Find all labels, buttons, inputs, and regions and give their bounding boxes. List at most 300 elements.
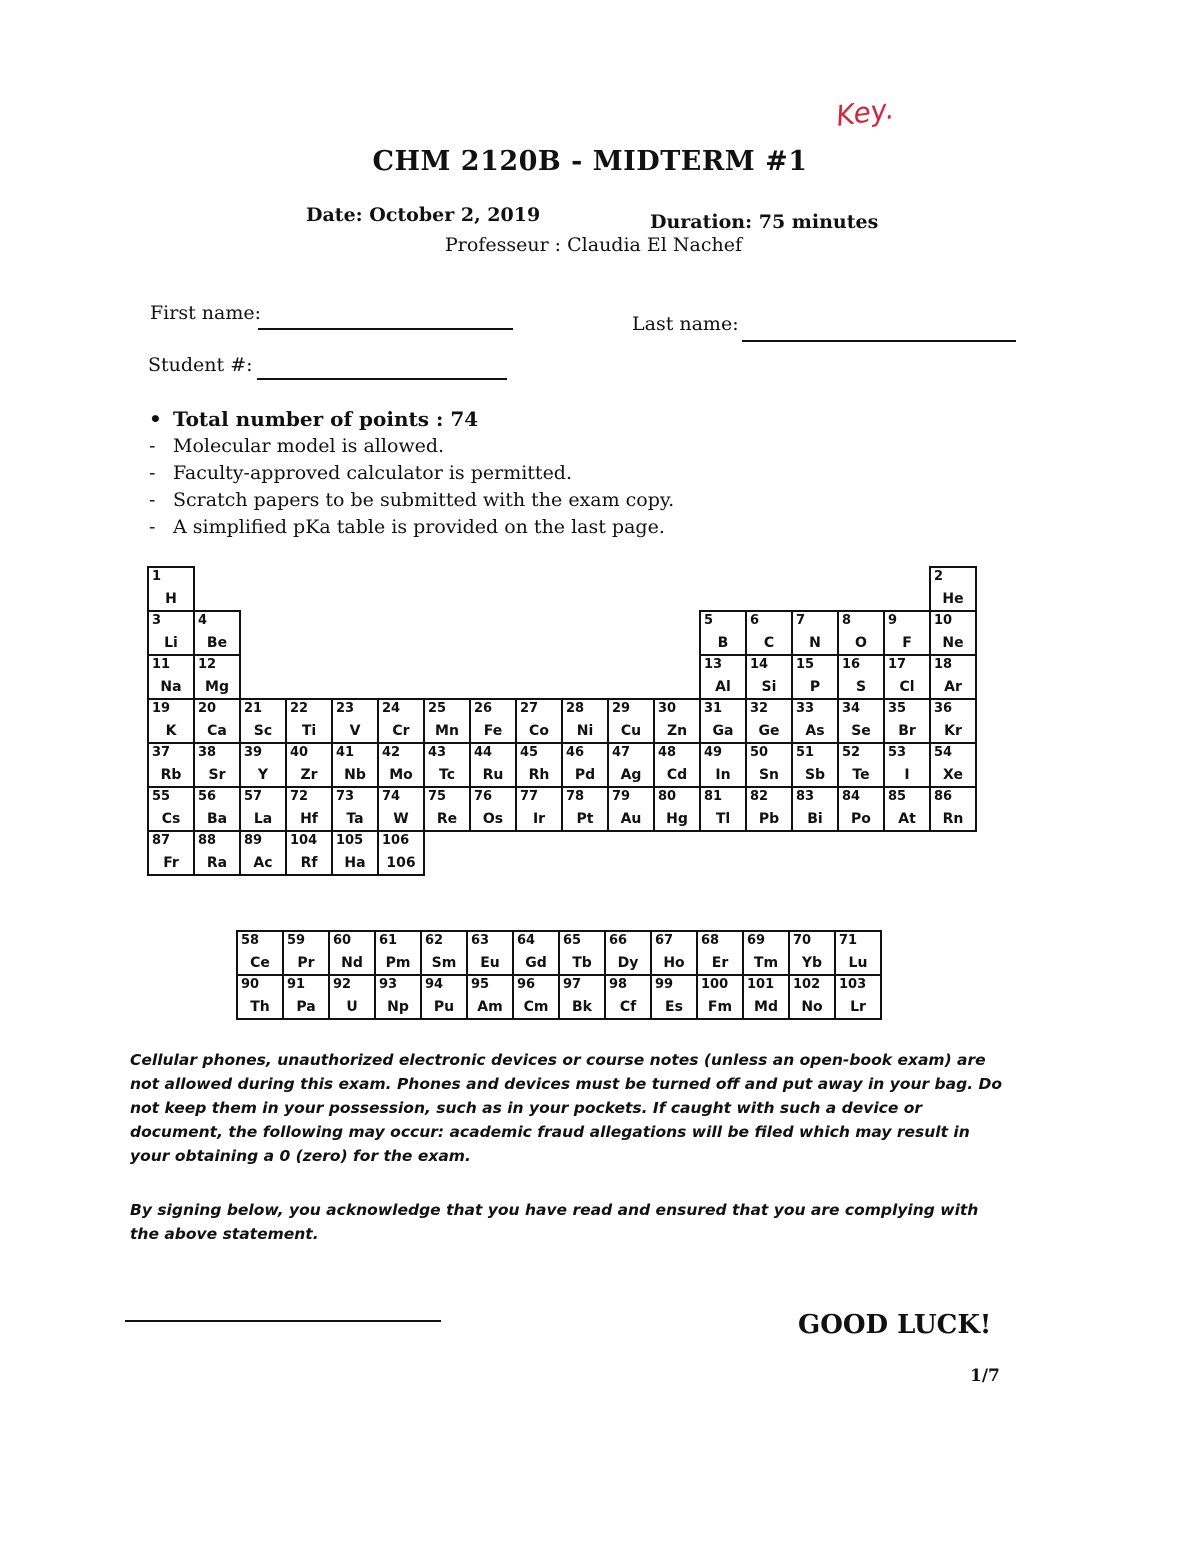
last-name-label: Last name: — [632, 313, 739, 335]
element-cell — [470, 743, 516, 787]
atomic-number: 81 — [704, 789, 723, 804]
atomic-number: 24 — [382, 701, 401, 716]
empty-cell — [562, 655, 608, 699]
element-cell — [930, 743, 976, 787]
element-cell — [148, 567, 194, 611]
atomic-number: 38 — [198, 745, 217, 760]
element-cell — [375, 931, 421, 975]
element-cell — [608, 699, 654, 743]
atomic-number: 44 — [474, 745, 493, 760]
atomic-number: 19 — [152, 701, 171, 716]
element-cell — [194, 743, 240, 787]
element-cell — [470, 699, 516, 743]
element-symbol: Ho — [663, 955, 685, 971]
atomic-number: 54 — [934, 745, 953, 760]
element-symbol: S — [855, 679, 867, 695]
atomic-number: 12 — [198, 657, 217, 672]
empty-cell — [516, 655, 562, 699]
element-symbol: Tl — [715, 811, 731, 827]
element-cell — [286, 831, 332, 875]
element-cell — [375, 975, 421, 1019]
atomic-number: 46 — [566, 745, 585, 760]
empty-cell — [332, 655, 378, 699]
element-cell — [194, 787, 240, 831]
periodic-row — [148, 567, 976, 611]
element-cell — [792, 611, 838, 655]
atomic-number: 5 — [704, 613, 714, 628]
empty-cell — [424, 611, 470, 655]
atomic-number: 41 — [336, 745, 355, 760]
empty-cell — [424, 831, 470, 875]
empty-cell — [700, 831, 746, 875]
empty-cell — [700, 567, 746, 611]
atomic-number: 85 — [888, 789, 907, 804]
element-cell — [240, 743, 286, 787]
empty-cell — [654, 831, 700, 875]
atomic-number: 67 — [655, 933, 674, 948]
element-cell — [789, 931, 835, 975]
atomic-number: 91 — [287, 977, 306, 992]
atomic-number: 68 — [701, 933, 720, 948]
element-symbol: Rh — [528, 767, 550, 783]
empty-cell — [240, 655, 286, 699]
empty-cell — [792, 831, 838, 875]
atomic-number: 22 — [290, 701, 309, 716]
element-symbol: Np — [387, 999, 409, 1015]
element-cell — [838, 655, 884, 699]
atomic-number: 21 — [244, 701, 263, 716]
atomic-number: 90 — [241, 977, 260, 992]
atomic-number: 29 — [612, 701, 631, 716]
periodic-row — [148, 655, 976, 699]
empty-cell — [746, 831, 792, 875]
element-cell — [930, 567, 976, 611]
atomic-number: 93 — [379, 977, 398, 992]
empty-cell — [884, 567, 930, 611]
element-cell — [329, 975, 375, 1019]
empty-cell — [930, 831, 976, 875]
atomic-number: 9 — [888, 613, 898, 628]
element-cell — [746, 743, 792, 787]
element-cell — [286, 787, 332, 831]
element-symbol: Ru — [482, 767, 504, 783]
element-symbol: Lu — [848, 955, 868, 971]
atomic-number: 3 — [152, 613, 162, 628]
atomic-number: 17 — [888, 657, 907, 672]
atomic-number: 48 — [658, 745, 677, 760]
empty-cell — [194, 567, 240, 611]
atomic-number: 55 — [152, 789, 171, 804]
atomic-number: 98 — [609, 977, 628, 992]
atomic-number: 30 — [658, 701, 677, 716]
element-symbol: Y — [257, 767, 269, 783]
notice-paragraph: Cellular phones, unauthorized electronic devices or course notes (unless an open-book exam) are not allowed during this exam. Phones and devices must be turned off and put away in your bag. Do not keep them in your possession, such as in your pockets. If caught with such a device or document, the following may occur: academic fraud allegations will be filed which may result in your obtaining a 0 (zero) for the exam. — [130, 1051, 1002, 1165]
exam-duration: Duration: 75 minutes — [650, 211, 879, 233]
element-cell — [283, 931, 329, 975]
element-symbol: Co — [529, 723, 549, 739]
element-cell — [148, 655, 194, 699]
empty-cell — [470, 831, 516, 875]
element-cell — [378, 831, 424, 875]
element-cell — [651, 975, 697, 1019]
professor-name: Professeur : Claudia El Nachef — [445, 234, 743, 256]
empty-cell — [332, 567, 378, 611]
element-cell — [884, 611, 930, 655]
element-symbol: Xe — [943, 767, 963, 783]
element-cell — [884, 699, 930, 743]
empty-cell — [654, 655, 700, 699]
atomic-number: 28 — [566, 701, 585, 716]
empty-cell — [608, 655, 654, 699]
element-cell — [148, 787, 194, 831]
element-symbol: Eu — [480, 955, 500, 971]
element-symbol: Te — [852, 767, 870, 783]
element-symbol: Ga — [712, 723, 734, 739]
empty-cell — [516, 567, 562, 611]
empty-cell — [470, 567, 516, 611]
element-symbol: Pu — [433, 999, 455, 1015]
element-cell — [424, 699, 470, 743]
element-symbol: Pd — [574, 767, 596, 783]
atomic-number: 47 — [612, 745, 631, 760]
periodic-row — [148, 743, 976, 787]
element-cell — [148, 611, 194, 655]
element-symbol: Ha — [344, 855, 366, 871]
element-cell — [283, 975, 329, 1019]
element-symbol: P — [809, 679, 821, 695]
element-symbol: Si — [761, 679, 777, 695]
element-symbol: Mn — [435, 723, 459, 739]
empty-cell — [654, 611, 700, 655]
periodic-table-f-block — [236, 930, 882, 1020]
atomic-number: 92 — [333, 977, 352, 992]
atomic-number: 42 — [382, 745, 401, 760]
empty-cell — [470, 655, 516, 699]
element-cell — [651, 931, 697, 975]
periodic-row — [237, 931, 881, 975]
atomic-number: 102 — [793, 977, 821, 992]
atomic-number: 100 — [701, 977, 729, 992]
periodic-row — [148, 611, 976, 655]
element-symbol: Al — [715, 679, 731, 695]
element-symbol: F — [902, 635, 912, 651]
element-cell — [697, 975, 743, 1019]
element-symbol: Cu — [620, 723, 642, 739]
element-symbol: At — [898, 811, 916, 827]
element-cell — [884, 655, 930, 699]
atomic-number: 51 — [796, 745, 815, 760]
empty-cell — [378, 567, 424, 611]
exam-date: Date: October 2, 2019 — [306, 204, 541, 226]
element-symbol: Fe — [483, 723, 503, 739]
element-cell — [930, 611, 976, 655]
atomic-number: 35 — [888, 701, 907, 716]
atomic-number: 69 — [747, 933, 766, 948]
signature-line[interactable] — [125, 1320, 441, 1322]
element-symbol: Ra — [206, 855, 228, 871]
atomic-number: 43 — [428, 745, 447, 760]
element-symbol: Zn — [666, 723, 688, 739]
element-symbol: I — [904, 767, 910, 783]
element-symbol: Po — [851, 811, 871, 827]
periodic-row — [148, 787, 976, 831]
atomic-number: 72 — [290, 789, 309, 804]
empty-cell — [286, 655, 332, 699]
element-symbol: V — [349, 723, 361, 739]
element-symbol: Mg — [205, 679, 229, 695]
element-symbol: Cd — [666, 767, 688, 783]
element-cell — [608, 743, 654, 787]
first-name-field[interactable] — [258, 328, 513, 330]
element-cell — [792, 743, 838, 787]
atomic-number: 61 — [379, 933, 398, 948]
atomic-number: 26 — [474, 701, 493, 716]
element-symbol: H — [165, 591, 177, 607]
atomic-number: 39 — [244, 745, 263, 760]
element-symbol: Sn — [758, 767, 780, 783]
element-cell — [700, 699, 746, 743]
element-symbol: Na — [160, 679, 182, 695]
element-symbol: Os — [482, 811, 504, 827]
instruction-item: - Molecular model is allowed. — [145, 433, 674, 460]
element-symbol: Pa — [296, 999, 316, 1015]
atomic-number: 32 — [750, 701, 769, 716]
empty-cell — [378, 611, 424, 655]
element-symbol: No — [801, 999, 823, 1015]
element-cell — [700, 611, 746, 655]
atomic-number: 88 — [198, 833, 217, 848]
instruction-item: - A simplified pKa table is provided on the last page. — [145, 514, 674, 541]
empty-cell — [286, 567, 332, 611]
element-symbol: Ag — [620, 767, 642, 783]
acknowledgement-paragraph: By signing below, you acknowledge that you have read and ensured that you are complying with the above statement. — [130, 1201, 979, 1243]
periodic-row — [148, 831, 976, 875]
atomic-number: 58 — [241, 933, 260, 948]
atomic-number: 77 — [520, 789, 539, 804]
atomic-number: 76 — [474, 789, 493, 804]
element-symbol: Ca — [207, 723, 227, 739]
element-cell — [838, 787, 884, 831]
element-cell — [332, 831, 378, 875]
empty-cell — [746, 567, 792, 611]
atomic-number: 34 — [842, 701, 861, 716]
element-cell — [237, 931, 283, 975]
atomic-number: 64 — [517, 933, 536, 948]
element-symbol: Au — [620, 811, 642, 827]
element-cell — [930, 655, 976, 699]
element-cell — [516, 699, 562, 743]
instruction-item: - Faculty-approved calculator is permitted. — [145, 460, 674, 487]
element-cell — [286, 699, 332, 743]
empty-cell — [562, 567, 608, 611]
element-symbol: Ti — [301, 723, 317, 739]
element-cell — [332, 699, 378, 743]
element-cell — [746, 787, 792, 831]
last-name-field[interactable] — [742, 340, 1016, 342]
element-symbol: Lr — [850, 999, 866, 1015]
element-cell — [470, 787, 516, 831]
element-cell — [148, 831, 194, 875]
element-symbol: Rb — [160, 767, 182, 783]
atomic-number: 99 — [655, 977, 674, 992]
empty-cell — [792, 567, 838, 611]
atomic-number: 49 — [704, 745, 723, 760]
empty-cell — [378, 655, 424, 699]
atomic-number: 18 — [934, 657, 953, 672]
empty-cell — [608, 611, 654, 655]
element-cell — [562, 787, 608, 831]
atomic-number: 31 — [704, 701, 723, 716]
element-symbol: Tb — [572, 955, 592, 971]
atomic-number: 56 — [198, 789, 217, 804]
element-symbol: 106 — [386, 855, 416, 871]
element-symbol: Er — [711, 955, 729, 971]
element-symbol: La — [253, 811, 273, 827]
element-cell — [516, 787, 562, 831]
atomic-number: 20 — [198, 701, 217, 716]
element-symbol: Tm — [753, 955, 779, 971]
element-cell — [194, 611, 240, 655]
element-cell — [700, 655, 746, 699]
element-symbol: C — [763, 635, 775, 651]
element-cell — [605, 975, 651, 1019]
element-symbol: Cr — [392, 723, 410, 739]
empty-cell — [838, 567, 884, 611]
atomic-number: 45 — [520, 745, 539, 760]
atomic-number: 84 — [842, 789, 861, 804]
element-cell — [654, 787, 700, 831]
atomic-number: 62 — [425, 933, 444, 948]
element-symbol: K — [165, 723, 177, 739]
element-symbol: Pr — [297, 955, 315, 971]
element-cell — [378, 699, 424, 743]
atomic-number: 60 — [333, 933, 352, 948]
element-symbol: Hf — [300, 811, 318, 827]
instruction-item: - Scratch papers to be submitted with the exam copy. — [145, 487, 674, 514]
element-symbol: He — [942, 591, 964, 607]
atomic-number: 106 — [382, 833, 410, 848]
element-symbol: Cm — [523, 999, 549, 1015]
element-cell — [835, 931, 881, 975]
element-cell — [240, 787, 286, 831]
element-cell — [378, 743, 424, 787]
empty-cell — [608, 831, 654, 875]
element-symbol: Ir — [532, 811, 546, 827]
element-symbol: Rf — [300, 855, 318, 871]
atomic-number: 7 — [796, 613, 806, 628]
atomic-number: 89 — [244, 833, 263, 848]
atomic-number: 36 — [934, 701, 953, 716]
element-symbol: Dy — [617, 955, 639, 971]
element-symbol: Sm — [431, 955, 457, 971]
empty-cell — [562, 611, 608, 655]
element-symbol: Be — [206, 635, 228, 651]
element-symbol: Se — [851, 723, 871, 739]
atomic-number: 1 — [152, 569, 162, 584]
atomic-number: 66 — [609, 933, 628, 948]
element-cell — [332, 743, 378, 787]
empty-cell — [608, 567, 654, 611]
element-symbol: N — [809, 635, 821, 651]
element-symbol: Bk — [572, 999, 592, 1015]
element-cell — [746, 611, 792, 655]
element-symbol: Cl — [899, 679, 915, 695]
element-symbol: Fm — [707, 999, 733, 1015]
atomic-number: 87 — [152, 833, 171, 848]
empty-cell — [516, 611, 562, 655]
element-symbol: As — [805, 723, 825, 739]
element-cell — [792, 787, 838, 831]
element-symbol: Ba — [206, 811, 228, 827]
atomic-number: 53 — [888, 745, 907, 760]
atomic-number: 57 — [244, 789, 263, 804]
element-cell — [559, 931, 605, 975]
element-symbol: Mo — [389, 767, 413, 783]
empty-cell — [240, 567, 286, 611]
element-cell — [421, 975, 467, 1019]
atomic-number: 83 — [796, 789, 815, 804]
element-cell — [746, 699, 792, 743]
element-cell — [654, 699, 700, 743]
element-cell — [700, 743, 746, 787]
atomic-number: 59 — [287, 933, 306, 948]
element-symbol: Ta — [346, 811, 364, 827]
element-cell — [513, 975, 559, 1019]
element-cell — [697, 931, 743, 975]
empty-cell — [838, 831, 884, 875]
atomic-number: 104 — [290, 833, 318, 848]
element-cell — [378, 787, 424, 831]
element-cell — [746, 655, 792, 699]
element-symbol: Sb — [804, 767, 826, 783]
student-number-field[interactable] — [257, 378, 507, 380]
element-symbol: Yb — [801, 955, 823, 971]
atomic-number: 15 — [796, 657, 815, 672]
atomic-number: 63 — [471, 933, 490, 948]
element-cell — [792, 655, 838, 699]
first-name-label: First name: — [150, 302, 261, 324]
atomic-number: 79 — [612, 789, 631, 804]
element-symbol: Zr — [300, 767, 318, 783]
atomic-number: 2 — [934, 569, 944, 584]
atomic-number: 10 — [934, 613, 953, 628]
element-cell — [516, 743, 562, 787]
atomic-number: 13 — [704, 657, 723, 672]
element-cell — [513, 931, 559, 975]
element-cell — [467, 931, 513, 975]
element-symbol: Fr — [163, 855, 179, 871]
periodic-row — [237, 975, 881, 1019]
element-cell — [792, 699, 838, 743]
empty-cell — [240, 611, 286, 655]
atomic-number: 74 — [382, 789, 401, 804]
atomic-number: 80 — [658, 789, 677, 804]
element-symbol: Rn — [942, 811, 964, 827]
element-cell — [424, 787, 470, 831]
element-symbol: Cs — [161, 811, 181, 827]
element-symbol: Tc — [439, 767, 455, 783]
atomic-number: 105 — [336, 833, 364, 848]
element-symbol: W — [393, 811, 409, 827]
periodic-table-main — [147, 566, 977, 876]
empty-cell — [470, 611, 516, 655]
atomic-number: 4 — [198, 613, 208, 628]
element-cell — [562, 699, 608, 743]
empty-cell — [654, 567, 700, 611]
element-cell — [194, 699, 240, 743]
element-cell — [240, 699, 286, 743]
atomic-number: 16 — [842, 657, 861, 672]
